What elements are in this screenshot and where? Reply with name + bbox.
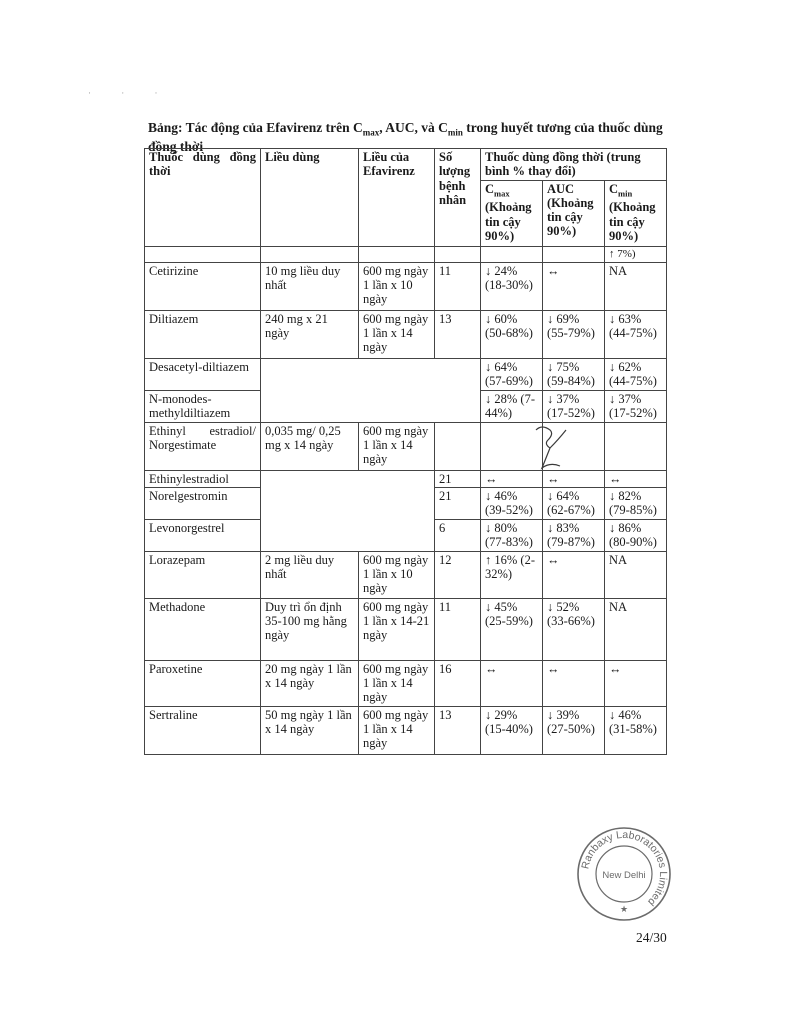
table-row bbox=[145, 422, 667, 470]
header-cmax: $C_{max}$ (Khoảng tin cậy 90%) bbox=[481, 180, 543, 246]
header-cmin: $C_{min}$ (Khoảng tin cậy 90%) bbox=[605, 180, 667, 246]
cell-dose: 50 mg ngày 1 lần x 14 ngày bbox=[261, 706, 359, 754]
cell-drug: N-monodes-methyldiltiazem bbox=[145, 390, 261, 422]
handwritten-mark-icon bbox=[520, 418, 580, 474]
header-auc: AUC (Khoảng tin cậy 90%) bbox=[543, 180, 605, 246]
cell-dose: 20 mg ngày 1 lần x 14 ngày bbox=[261, 660, 359, 706]
cell-auc: ↓ 64% (62-67%) bbox=[543, 487, 605, 519]
cell-drug: Cetirizine bbox=[145, 262, 261, 310]
cell-cmin: NA bbox=[605, 551, 667, 598]
table-row bbox=[145, 660, 667, 706]
cell-drug: Lorazepam bbox=[145, 551, 261, 598]
cell-cmax: ↓ 60% (50-68%) bbox=[481, 310, 543, 358]
cell-patient-count: 13 bbox=[435, 310, 481, 358]
cell-cmin: ↓ 62% (44-75%) bbox=[605, 358, 667, 390]
cell-auc: ↓ 37% (17-52%) bbox=[543, 390, 605, 422]
cell-efavirenz-dose: 600 mg ngày 1 lần x 10 ngày bbox=[359, 262, 435, 310]
cell-auc: ↔ bbox=[543, 551, 605, 598]
cell-cmax: ↓ 29% (15-40%) bbox=[481, 706, 543, 754]
cell-efavirenz-dose: 600 mg ngày 1 lần x 14 ngày bbox=[359, 660, 435, 706]
cell-cmin: NA bbox=[605, 598, 667, 660]
scan-noise-marks: · · · bbox=[88, 88, 172, 98]
cell-auc: ↓ 52% (33-66%) bbox=[543, 598, 605, 660]
table-row bbox=[145, 246, 667, 262]
stamp-company-text: Ranbaxy Laboratories Limited bbox=[579, 828, 670, 908]
cell-patient-count: 21 bbox=[435, 470, 481, 487]
table-row bbox=[145, 310, 667, 358]
cell-dose: 240 mg x 21 ngày bbox=[261, 310, 359, 358]
cell-cmax: ↓ 80% (77-83%) bbox=[481, 519, 543, 551]
cell-drug: Levonorgestrel bbox=[145, 519, 261, 551]
header-patient-count: Số lượng bệnh nhân bbox=[435, 149, 481, 247]
cell-drug: Ethinyl estradiol/ Norgestimate bbox=[145, 422, 261, 470]
cell-drug: Ethinylestradiol bbox=[145, 470, 261, 487]
cell-drug: Paroxetine bbox=[145, 660, 261, 706]
cell-auc: ↓ 39% (27-50%) bbox=[543, 706, 605, 754]
cell-patient-count: 16 bbox=[435, 660, 481, 706]
table-row bbox=[145, 262, 667, 310]
header-dose: Liều dùng bbox=[261, 149, 359, 247]
cell-cmin: ↓ 46% (31-58%) bbox=[605, 706, 667, 754]
cell-efavirenz-dose: 600 mg ngày 1 lần x 14 ngày bbox=[359, 422, 435, 470]
cell-drug: Methadone bbox=[145, 598, 261, 660]
header-efavirenz-dose: Liều của Efavirenz bbox=[359, 149, 435, 247]
cell-cmin: NA bbox=[605, 262, 667, 310]
page-number: 24/30 bbox=[636, 930, 667, 945]
header-drug: Thuốc dùng đồng thời bbox=[145, 149, 261, 247]
header-effect-group: Thuốc dùng đồng thời (trung bình % thay đổi) bbox=[481, 149, 667, 181]
cell-patient-count: 13 bbox=[435, 706, 481, 754]
cell-cmin: ↔ bbox=[605, 470, 667, 487]
table-row bbox=[145, 706, 667, 754]
table-row bbox=[145, 358, 667, 390]
cell-auc: ↔ bbox=[543, 470, 605, 487]
cell-cmax: ↓ 45% (25-59%) bbox=[481, 598, 543, 660]
cell-auc: ↓ 83% (79-87%) bbox=[543, 519, 605, 551]
cell-cmax: ↑ 16% (2-32%) bbox=[481, 551, 543, 598]
cell-cmax: ↓ 46% (39-52%) bbox=[481, 487, 543, 519]
cell-auc: ↔ bbox=[543, 262, 605, 310]
cell-cmax: ↓ 24% (18-30%) bbox=[481, 262, 543, 310]
cell-cmax: ↓ 28% (7-44%) bbox=[481, 390, 543, 422]
cell-dose: 2 mg liều duy nhất bbox=[261, 551, 359, 598]
cell-cmin: ↓ 37% (17-52%) bbox=[605, 390, 667, 422]
cell-cmin: ↓ 82% (79-85%) bbox=[605, 487, 667, 519]
cell-dose: 0,035 mg/ 0,25 mg x 14 ngày bbox=[261, 422, 359, 470]
cell-patient-count: 21 bbox=[435, 487, 481, 519]
cell-cmin: ↑ 7%) bbox=[605, 246, 667, 262]
cell-efavirenz-dose: 600 mg ngày 1 lần x 10 ngày bbox=[359, 551, 435, 598]
cell-patient-count: 11 bbox=[435, 598, 481, 660]
cell-cmax: ↔ bbox=[481, 470, 543, 487]
table-row bbox=[145, 598, 667, 660]
table-caption: Bảng: Tác động của Efavirenz trên $C_{max}$, AUC, và $C_{min}$ trong huyết tương của thuốc dùng đồng thời bbox=[148, 120, 663, 154]
cell-cmax: ↓ 64% (57-69%) bbox=[481, 358, 543, 390]
cell-drug: Desacetyl-diltiazem bbox=[145, 358, 261, 390]
cell-dose: 10 mg liều duy nhất bbox=[261, 262, 359, 310]
stamp-star: ★ bbox=[619, 904, 629, 914]
cell-drug: Diltiazem bbox=[145, 310, 261, 358]
cell-patient-count: 11 bbox=[435, 262, 481, 310]
table-row bbox=[145, 470, 667, 487]
cell-efavirenz-dose: 600 mg ngày 1 lần x 14-21 ngày bbox=[359, 598, 435, 660]
cell-patient-count: 12 bbox=[435, 551, 481, 598]
cell-efavirenz-dose: 600 mg ngày 1 lần x 14 ngày bbox=[359, 310, 435, 358]
cell-dose: Duy trì ổn định 35-100 mg hằng ngày bbox=[261, 598, 359, 660]
cell-cmin: ↔ bbox=[605, 660, 667, 706]
cell-auc: ↔ bbox=[543, 660, 605, 706]
cell-auc: ↓ 69% (55-79%) bbox=[543, 310, 605, 358]
stamp-city-text: New Delhi bbox=[602, 870, 646, 881]
cell-cmax: ↔ bbox=[481, 660, 543, 706]
company-stamp-icon bbox=[576, 826, 672, 922]
cell-drug: Sertraline bbox=[145, 706, 261, 754]
cell-auc: ↓ 75% (59-84%) bbox=[543, 358, 605, 390]
cell-cmin: ↓ 63% (44-75%) bbox=[605, 310, 667, 358]
cell-cmin: ↓ 86% (80-90%) bbox=[605, 519, 667, 551]
cell-patient-count: 6 bbox=[435, 519, 481, 551]
cell-efavirenz-dose: 600 mg ngày 1 lần x 14 ngày bbox=[359, 706, 435, 754]
interaction-table bbox=[144, 148, 667, 755]
cell-drug: Norelgestromin bbox=[145, 487, 261, 519]
table-row bbox=[145, 551, 667, 598]
